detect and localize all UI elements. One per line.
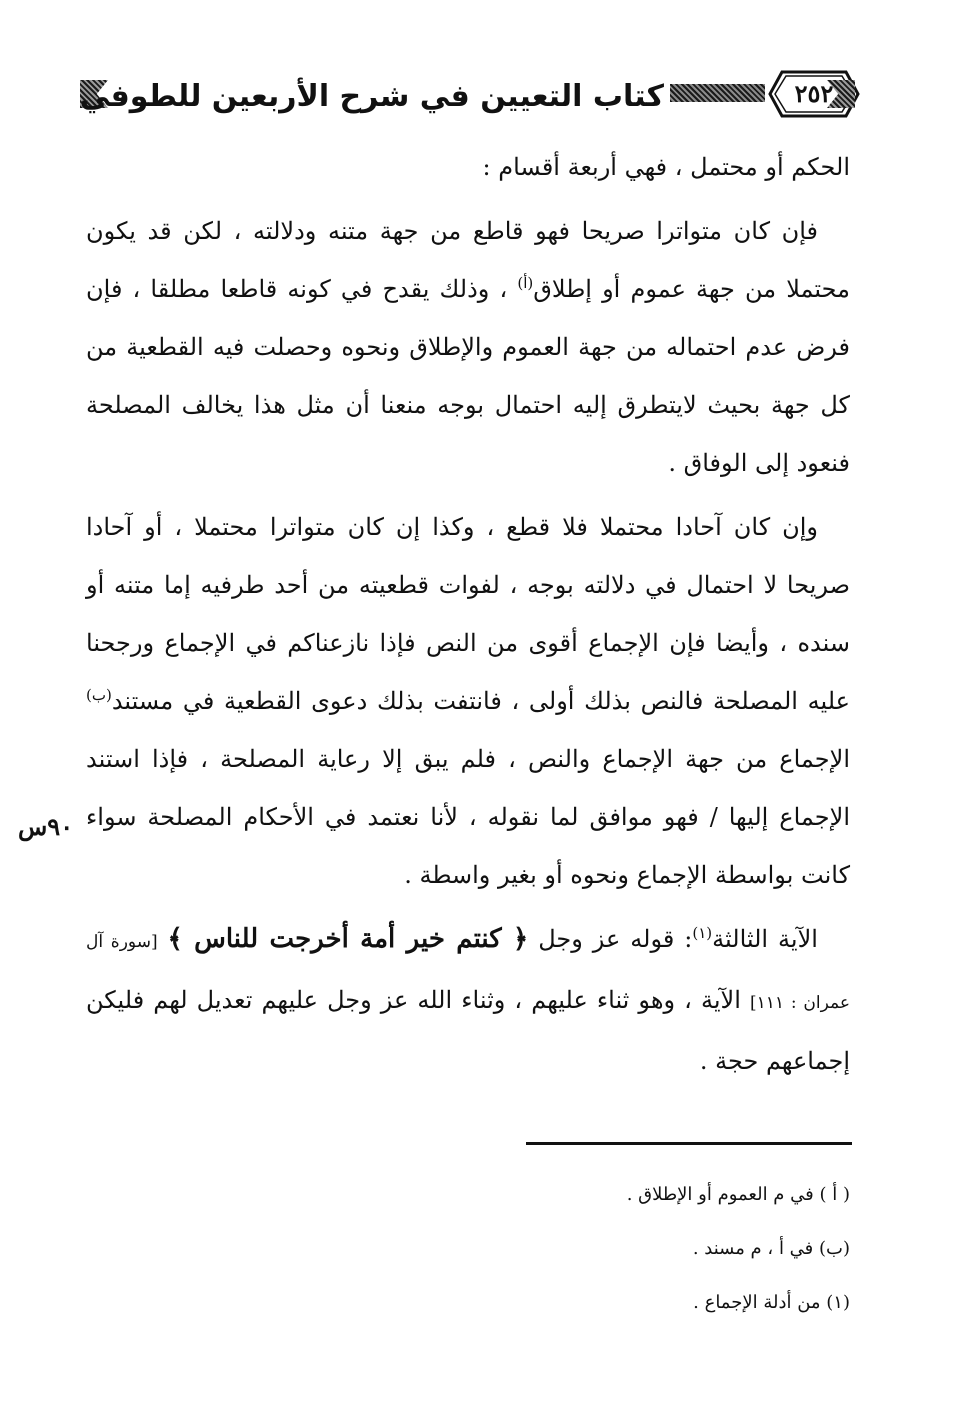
- paragraph: [86, 138, 850, 196]
- paragraph-text: ، وذلك يقدح في كونه قاطعا مطلقا ، فإن فرض عدم احتماله من جهة العموم والإطلاق ونحوه وحصلت فيه القطعية من كل جهة بحيث لايتطرق إليه احتمال بوجه منعنا أن مثل هذا يخالف المصلحة فنعود إلى الوفاق .: [86, 275, 851, 477]
- footnote-ref[interactable]: (أ): [517, 274, 534, 292]
- header-ornament-bar: [670, 84, 765, 102]
- page-header: [80, 68, 855, 130]
- paragraph: [86, 202, 850, 492]
- paragraph-text: فإن كان متواترا صريحا فهو قاطع من جهة متنه ودلالته ، لكن قد يكون محتملا من جهة عموم أو إطلاق: [86, 217, 850, 303]
- footnote-item: ( أ ) في م العموم أو الإطلاق .: [626, 1184, 850, 1205]
- main-text: [86, 138, 850, 1096]
- footnote-item: (١) من أدلة الإجماع .: [693, 1292, 850, 1313]
- paragraph-text: : قوله عز وجل: [538, 925, 693, 953]
- paragraph-text: وإن كان آحادا محتملا فلا قطع ، وكذا إن كان متواترا محتملا ، أو آحادا صريحا لا احتمال في دلالته بوجه ، لفوات قطعيته من أحد طرفيه إما متنه أو سنده ، وأيضا فإن الإجماع أقوى من النص فإذا نازعناكم في الإجماع ورجحنا عليه المصلحة فالنص بذلك أولى ، فانتفت بذلك دعوى القطعية في مستند: [86, 513, 850, 715]
- verse-heading: الآية الثالثة: [712, 925, 818, 953]
- page-number: ٢٥٢: [794, 79, 834, 108]
- surah-reference: [سورة آل عمران : ١١١]: [86, 932, 850, 1013]
- paragraph-text: الحكم أو محتمل ، فهي أربعة أقسام :: [482, 153, 850, 181]
- book-title: كتاب التعيين في شرح الأربعين للطوفي: [79, 79, 664, 114]
- paragraph-text: الآية ، وهو ثناء عليهم ، وثناء الله عز وجل عليهم تعديل لهم فليكن إجماعهم حجة .: [86, 986, 850, 1075]
- footnote-item: (ب) في أ ، م مسند .: [692, 1238, 850, 1259]
- footnote-ref[interactable]: (١): [692, 924, 713, 942]
- paragraph: [86, 498, 850, 904]
- footnotes: [86, 1168, 850, 1330]
- footnote-ref[interactable]: (ب): [86, 686, 112, 704]
- footnote-divider: [526, 1142, 852, 1145]
- paragraph: [86, 910, 850, 1090]
- manuscript-folio-note: ٩٠س: [18, 812, 74, 841]
- quran-verse: ﴿ كنتم خير أمة أخرجت للناس ﴾: [167, 924, 529, 954]
- paragraph-text: الإجماع من جهة الإجماع والنص ، فلم يبق إلا رعاية المصلحة ، فإذا استند الإجماع إليها / فهو موافق لما نقوله ، لأنا نعتمد في الأحكام المصلحة سواء كانت بواسطة الإجماع ونحوه أو بغير واسطة .: [86, 745, 850, 889]
